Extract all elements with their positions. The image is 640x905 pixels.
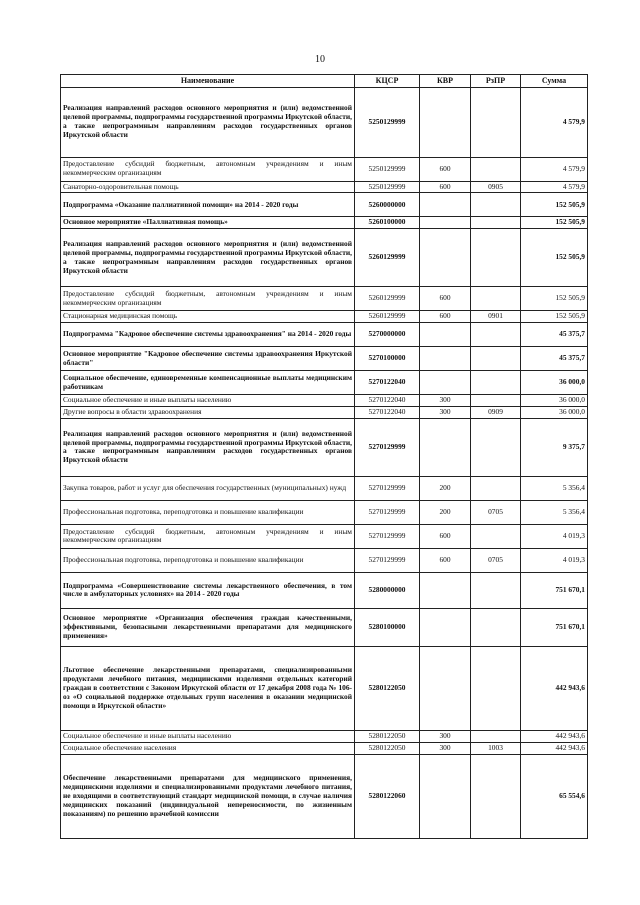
cell-kvr: 600 xyxy=(420,287,471,311)
budget-table xyxy=(60,74,588,839)
cell-kcsr: 5270129999 xyxy=(355,548,420,572)
cell-kcsr: 5270129999 xyxy=(355,418,420,476)
cell-name: Социальное обеспечение населения xyxy=(61,742,355,754)
cell-name: Социальное обеспечение, единовременные компенсационные выплаты медицинским работникам xyxy=(61,371,355,395)
cell-name: Социальное обеспечение и иные выплаты населению xyxy=(61,395,355,407)
cell-kvr: 300 xyxy=(420,742,471,754)
cell-sum: 5 356,4 xyxy=(521,500,588,524)
cell-sum: 152 505,9 xyxy=(521,229,588,287)
cell-rzpr: 0901 xyxy=(471,311,521,323)
cell-sum: 4 579,9 xyxy=(521,87,588,157)
cell-kcsr: 5280122050 xyxy=(355,742,420,754)
table-row xyxy=(61,524,588,548)
cell-kvr xyxy=(420,323,471,347)
cell-sum: 152 505,9 xyxy=(521,193,588,217)
cell-name: Предоставление субсидий бюджетным, автономным учреждениям и иным некоммерческим организациям xyxy=(61,524,355,548)
cell-rzpr xyxy=(471,157,521,181)
table-row xyxy=(61,193,588,217)
cell-sum: 4 019,3 xyxy=(521,524,588,548)
table-row xyxy=(61,500,588,524)
cell-kcsr: 5260129999 xyxy=(355,311,420,323)
cell-kcsr: 5280000000 xyxy=(355,572,420,608)
cell-sum: 751 670,1 xyxy=(521,608,588,646)
cell-name: Льготное обеспечение лекарственными препаратами, специализированными продуктами лечебного питания, медицинскими изделиями отдельных категорий граждан в соответствии с Законом Иркутской области от 17 декабря 2008 года № 106-оз «О социальной поддержке отдельных групп населения в оказании медицинской помощи в Иркутской области» xyxy=(61,646,355,730)
table-row xyxy=(61,87,588,157)
cell-name: Реализация направлений расходов основного мероприятия и (или) ведомственной целевой программы, подпрограммы государственной программы Иркутской области, а также непрограммным направлениям расходов государственных органов Иркутской области xyxy=(61,229,355,287)
cell-kvr xyxy=(420,572,471,608)
cell-kvr xyxy=(420,371,471,395)
cell-sum: 65 554,6 xyxy=(521,754,588,838)
cell-kvr xyxy=(420,87,471,157)
cell-kvr xyxy=(420,347,471,371)
cell-rzpr: 0909 xyxy=(471,407,521,419)
cell-kvr xyxy=(420,608,471,646)
table-row xyxy=(61,371,588,395)
cell-sum: 152 505,9 xyxy=(521,311,588,323)
cell-kvr: 600 xyxy=(420,524,471,548)
cell-name: Подпрограмма «Совершенствование системы лекарственного обеспечения, в том числе в амбулаторных условиях» на 2014 - 2020 годы xyxy=(61,572,355,608)
cell-rzpr xyxy=(471,287,521,311)
cell-kcsr: 5280122050 xyxy=(355,730,420,742)
cell-kcsr: 5280122050 xyxy=(355,646,420,730)
table-row xyxy=(61,646,588,730)
cell-name: Обеспечение лекарственными препаратами для медицинского применения, медицинскими изделиями и специализированными продуктами лечебного питания, не входящими в соответствующий стандарт медицинской помощи, в случае наличия медицинских показаний (индивидуальной непереносимости, по жизненным показаниям) по решению врачебной комиссии xyxy=(61,754,355,838)
cell-rzpr xyxy=(471,395,521,407)
cell-kvr: 600 xyxy=(420,548,471,572)
table-row xyxy=(61,217,588,229)
cell-name: Реализация направлений расходов основного мероприятия и (или) ведомственной целевой программы, подпрограммы государственной программы Иркутской области, а также непрограммным направлениям расходов государственных органов Иркутской области xyxy=(61,87,355,157)
table-row xyxy=(61,157,588,181)
cell-kcsr: 5260100000 xyxy=(355,217,420,229)
page-number: 10 xyxy=(315,54,325,65)
cell-name: Основное мероприятие «Организация обеспечения граждан качественными, эффективными, безопасными лекарственными препаратами для медицинского применения» xyxy=(61,608,355,646)
header-rzpr: РзПР xyxy=(471,75,521,88)
cell-rzpr: 1003 xyxy=(471,742,521,754)
table-row xyxy=(61,418,588,476)
table-row xyxy=(61,323,588,347)
cell-rzpr xyxy=(471,418,521,476)
cell-rzpr: 0705 xyxy=(471,548,521,572)
cell-sum: 45 375,7 xyxy=(521,347,588,371)
header-kvr: КВР xyxy=(420,75,471,88)
cell-name: Другие вопросы в области здравоохранения xyxy=(61,407,355,419)
cell-name: Подпрограмма "Кадровое обеспечение системы здравоохранения" на 2014 - 2020 годы xyxy=(61,323,355,347)
table-row xyxy=(61,229,588,287)
cell-name: Основное мероприятие "Кадровое обеспечение системы здравоохранения Иркутской области" xyxy=(61,347,355,371)
cell-rzpr xyxy=(471,193,521,217)
cell-kcsr: 5250129999 xyxy=(355,157,420,181)
table-row xyxy=(61,407,588,419)
cell-sum: 9 375,7 xyxy=(521,418,588,476)
cell-name: Предоставление субсидий бюджетным, автономным учреждениям и иным некоммерческим организациям xyxy=(61,287,355,311)
cell-kcsr: 5260129999 xyxy=(355,287,420,311)
cell-rzpr xyxy=(471,608,521,646)
cell-rzpr xyxy=(471,476,521,500)
cell-name: Профессиональная подготовка, переподготовка и повышение квалификации xyxy=(61,548,355,572)
cell-kvr: 600 xyxy=(420,181,471,193)
table-row xyxy=(61,181,588,193)
cell-sum: 4 579,9 xyxy=(521,181,588,193)
table-row xyxy=(61,754,588,838)
cell-kvr xyxy=(420,646,471,730)
cell-rzpr xyxy=(471,323,521,347)
cell-kvr: 200 xyxy=(420,500,471,524)
cell-kvr: 600 xyxy=(420,311,471,323)
cell-rzpr xyxy=(471,754,521,838)
cell-name: Стационарная медицинская помощь xyxy=(61,311,355,323)
cell-name: Подпрограмма «Оказание паллиативной помощи» на 2014 - 2020 годы xyxy=(61,193,355,217)
cell-kvr: 300 xyxy=(420,395,471,407)
table-row xyxy=(61,395,588,407)
cell-kcsr: 5280122060 xyxy=(355,754,420,838)
cell-sum: 442 943,6 xyxy=(521,646,588,730)
cell-rzpr: 0705 xyxy=(471,500,521,524)
cell-kcsr: 5270129999 xyxy=(355,524,420,548)
table-row xyxy=(61,572,588,608)
cell-rzpr xyxy=(471,572,521,608)
header-kcsr: КЦСР xyxy=(355,75,420,88)
cell-kcsr: 5270122040 xyxy=(355,407,420,419)
cell-sum: 4 019,3 xyxy=(521,548,588,572)
header-sum: Сумма xyxy=(521,75,588,88)
cell-kcsr: 5270000000 xyxy=(355,323,420,347)
table-row xyxy=(61,347,588,371)
cell-kvr xyxy=(420,754,471,838)
table-header-row xyxy=(61,75,588,88)
cell-rzpr xyxy=(471,87,521,157)
table-row xyxy=(61,730,588,742)
cell-kvr: 300 xyxy=(420,730,471,742)
cell-kcsr: 5270122040 xyxy=(355,395,420,407)
cell-sum: 45 375,7 xyxy=(521,323,588,347)
header-name: Наименование xyxy=(61,75,355,88)
cell-kcsr: 5270100000 xyxy=(355,347,420,371)
cell-kvr: 200 xyxy=(420,476,471,500)
cell-sum: 36 000,0 xyxy=(521,371,588,395)
table-row xyxy=(61,548,588,572)
table-row xyxy=(61,311,588,323)
cell-kcsr: 5250129999 xyxy=(355,87,420,157)
cell-name: Основное мероприятие «Паллиативная помощь» xyxy=(61,217,355,229)
cell-kcsr: 5280100000 xyxy=(355,608,420,646)
cell-name: Санаторно-оздоровительная помощь xyxy=(61,181,355,193)
cell-kcsr: 5250129999 xyxy=(355,181,420,193)
cell-rzpr xyxy=(471,217,521,229)
cell-sum: 36 000,0 xyxy=(521,395,588,407)
cell-kvr: 600 xyxy=(420,157,471,181)
cell-sum: 36 000,0 xyxy=(521,407,588,419)
table-row xyxy=(61,742,588,754)
cell-sum: 751 670,1 xyxy=(521,572,588,608)
cell-sum: 152 505,9 xyxy=(521,287,588,311)
cell-rzpr xyxy=(471,730,521,742)
cell-sum: 5 356,4 xyxy=(521,476,588,500)
cell-kvr xyxy=(420,229,471,287)
cell-name: Закупка товаров, работ и услуг для обеспечения государственных (муниципальных) нужд xyxy=(61,476,355,500)
cell-rzpr: 0905 xyxy=(471,181,521,193)
cell-rzpr xyxy=(471,229,521,287)
cell-rzpr xyxy=(471,347,521,371)
cell-rzpr xyxy=(471,371,521,395)
cell-kcsr: 5270129999 xyxy=(355,476,420,500)
cell-kcsr: 5260000000 xyxy=(355,193,420,217)
cell-kvr xyxy=(420,193,471,217)
cell-name: Профессиональная подготовка, переподготовка и повышение квалификации xyxy=(61,500,355,524)
cell-kvr xyxy=(420,418,471,476)
cell-kcsr: 5270122040 xyxy=(355,371,420,395)
cell-sum: 152 505,9 xyxy=(521,217,588,229)
cell-name: Реализация направлений расходов основного мероприятия и (или) ведомственной целевой программы, подпрограммы государственной программы Иркутской области, а также непрограммным направлениям расходов государственных органов Иркутской области xyxy=(61,418,355,476)
cell-name: Предоставление субсидий бюджетным, автономным учреждениям и иным некоммерческим организациям xyxy=(61,157,355,181)
cell-sum: 442 943,6 xyxy=(521,742,588,754)
cell-kcsr: 5270129999 xyxy=(355,500,420,524)
cell-kcsr: 5260129999 xyxy=(355,229,420,287)
cell-rzpr xyxy=(471,524,521,548)
cell-sum: 4 579,9 xyxy=(521,157,588,181)
table-row xyxy=(61,608,588,646)
cell-rzpr xyxy=(471,646,521,730)
table-row xyxy=(61,476,588,500)
table-row xyxy=(61,287,588,311)
cell-sum: 442 943,6 xyxy=(521,730,588,742)
cell-kvr: 300 xyxy=(420,407,471,419)
cell-name: Социальное обеспечение и иные выплаты населению xyxy=(61,730,355,742)
cell-kvr xyxy=(420,217,471,229)
